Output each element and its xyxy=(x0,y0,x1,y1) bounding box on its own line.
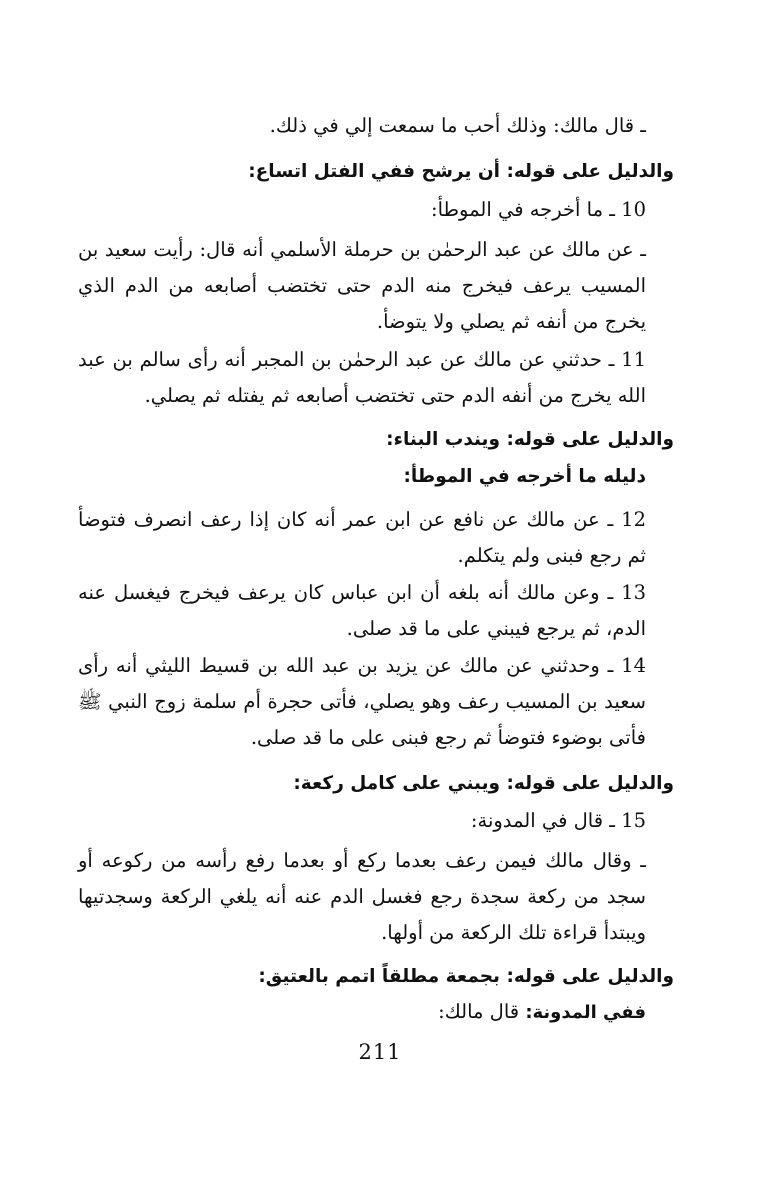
paragraph-malik-quote: ـ قال مالك: وذلك أحب ما سمعت إلي في ذلك. xyxy=(269,114,646,137)
paragraph-last xyxy=(78,994,674,1031)
paragraph-13: 13 ـ وعن مالك أنه بلغه أن ابن عباس كان يرعف فيخرج فيغسل عنه الدم، ثم يرجع فيبني على ما قد صلى. xyxy=(78,581,646,640)
mudawwana-label: ففي المدونة: xyxy=(525,1002,646,1023)
paragraph-14: 14 ـ وحدثني عن مالك عن يزيد بن عبد الله بن قسيط الليثي أنه رأى سعيد بن المسيب رعف وهو يصلي، فأتى حجرة أم سلمة زوج النبي ﷺ فأتى بوضوء فتوضأ ثم رجع فبنى على ما قد صلى. xyxy=(78,654,646,749)
paragraph-10-intro: 10 ـ ما أخرجه في الموطأ: xyxy=(431,198,646,221)
section-subheading-2: دليله ما أخرجه في الموطأ: xyxy=(403,466,646,487)
paragraph-12: 12 ـ عن مالك عن نافع عن ابن عمر أنه كان إذا رعف انصرف فتوضأ ثم رجع فبنى ولم يتكلم. xyxy=(78,508,646,567)
malik-said-text: قال مالك: xyxy=(438,1000,526,1023)
section-heading-3: والدليل على قوله: ويبني على كامل ركعة: xyxy=(293,773,674,794)
paragraph-11: 11 ـ حدثني عن مالك عن عبد الرحمٰن بن المجبر أنه رأى سالم بن عبد الله يخرج من أنفه الدم حتى تختضب أصابعه ثم يفتله ثم يصلي. xyxy=(78,348,646,407)
section-heading-4: والدليل على قوله: بجمعة مطلقاً اتمم بالعتيق: xyxy=(258,966,674,987)
page-number: 211 xyxy=(358,1040,402,1064)
section-heading-2: والدليل على قوله: ويندب البناء: xyxy=(386,429,674,450)
paragraph-15: ـ وقال مالك فيمن رعف بعدما ركع أو بعدما رفع رأسه من ركوعه أو سجد من ركعة سجدة رجع فغسل الدم عنه أنه يلغي الركعة وسجدتيها ويبتدأ قراءة تلك الركعة من أولها. xyxy=(78,849,646,944)
paragraph-10: ـ عن مالك عن عبد الرحمٰن بن حرملة الأسلمي أنه قال: رأيت سعيد بن المسيب يرعف فيخرج منه الدم حتى تختضب أصابعه من الدم الذي يخرج من أنفه ثم يصلي ولا يتوضأ. xyxy=(78,238,646,333)
paragraph-15-intro: 15 ـ قال في المدونة: xyxy=(470,809,646,832)
section-heading-1: والدليل على قوله: أن يرشح ففي الفتل اتساع: xyxy=(248,161,674,182)
